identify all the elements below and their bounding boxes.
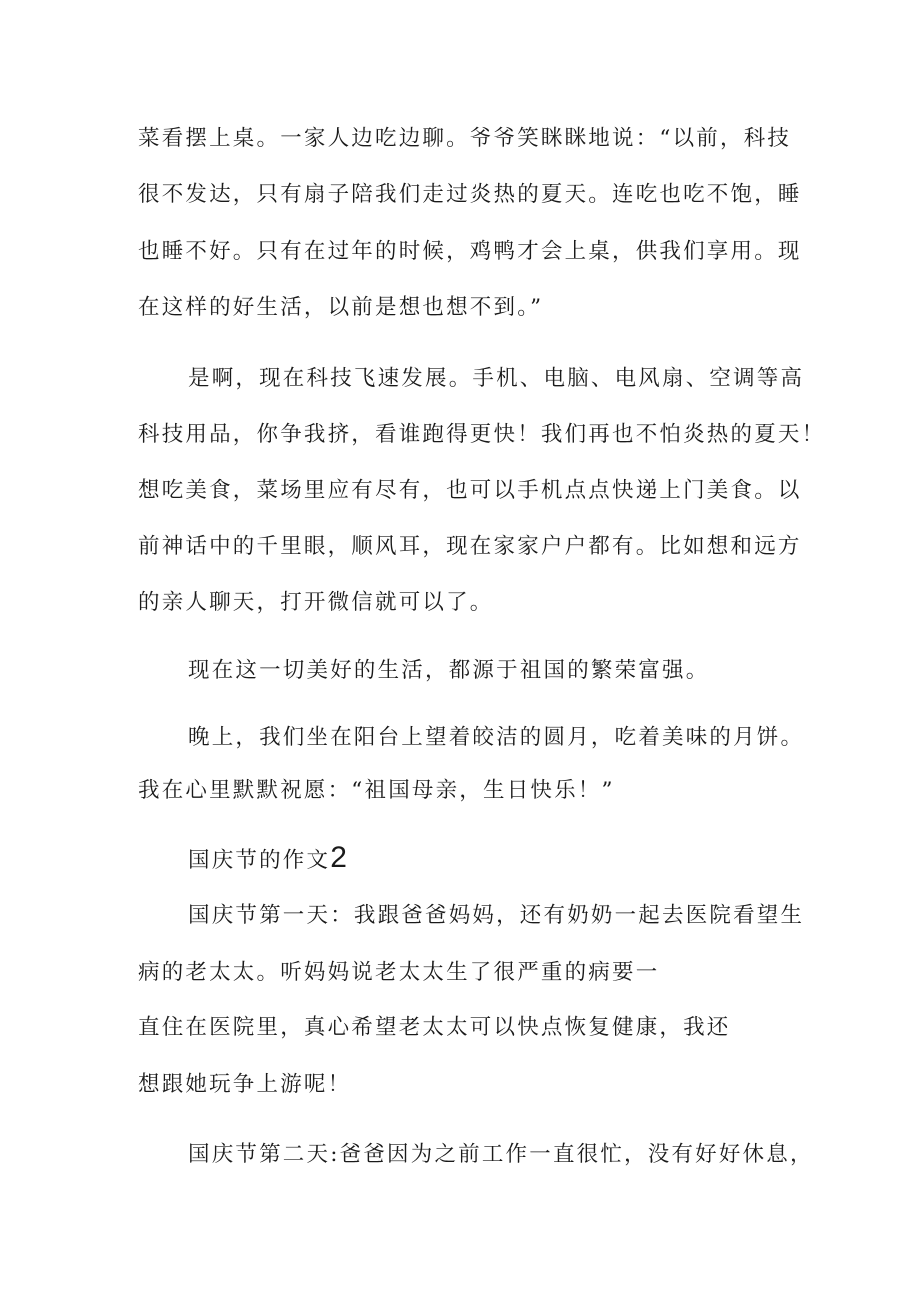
paragraph-line: 现在这一切美好的生活，都源于祖国的繁荣富强。 <box>188 658 710 683</box>
paragraph-line: 的亲人聊天，打开微信就可以了。 <box>138 590 494 615</box>
paragraph-line: 想吃美食，菜场里应有尽有，也可以手机点点快递上门美食。以 <box>138 478 802 503</box>
paragraph-line: 菜看摆上桌。一家人边吃边聊。爷爷笑眯眯地说：“以前，科技 <box>138 126 792 151</box>
paragraph-line: 也睡不好。只有在过年的时候，鸡鸭才会上桌，供我们享用。现 <box>138 239 802 264</box>
paragraph-line: 很不发达，只有扇子陪我们走过炎热的夏天。连吃也吃不饱，睡 <box>138 182 802 207</box>
paragraph-line: 是啊，现在科技飞速发展。手机、电脑、电风扇、空调等高 <box>188 366 805 391</box>
paragraph-line: 科技用品，你争我挤，看谁跑得更快！我们再也不怕炎热的夏天！ <box>138 422 826 447</box>
paragraph-line: 直住在医院里，真心希望老太太可以快点恢复健康，我还 <box>138 1015 731 1040</box>
section-heading <box>188 843 347 873</box>
section-heading-text: 国庆节的作文 <box>188 848 331 873</box>
paragraph-line: 晚上，我们坐在阳台上望着皎洁的圆月，吃着美味的月饼。 <box>188 725 805 750</box>
paragraph-line: 前神话中的千里眼，顺风耳，现在家家户户都有。比如想和远方 <box>138 534 802 559</box>
paragraph-line: 国庆节第一天：我跟爸爸妈妈，还有奶奶一起去医院看望生 <box>188 903 805 928</box>
section-heading-number: 2 <box>330 841 347 874</box>
paragraph-line: 想跟她玩争上游呢！ <box>138 1072 352 1097</box>
paragraph-line: 在这样的好生活，以前是想也想不到。” <box>138 295 544 320</box>
paragraph-line: 病的老太太。听妈妈说老太太生了很严重的病要一 <box>138 960 660 985</box>
paragraph-line: 国庆节第二天:爸爸因为之前工作一直很忙，没有好好休息， <box>188 1142 814 1167</box>
paragraph-line: 我在心里默默祝愿：“祖国母亲，生日快乐！” <box>138 778 615 803</box>
